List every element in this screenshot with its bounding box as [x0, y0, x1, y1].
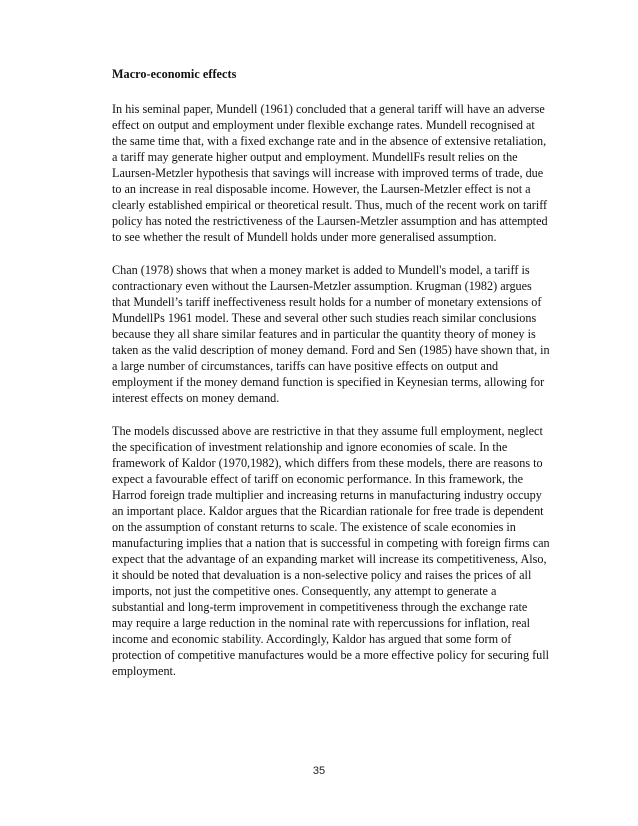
document-body — [112, 66, 572, 696]
text-line: Laursen-Metzler hypothesis that savings will increase with improved terms of trade, due — [112, 166, 544, 180]
page-number: 35 — [312, 765, 326, 777]
text-line: framework of Kaldor (1970,1982), which differs from these models, there are reasons to — [112, 456, 543, 470]
text-line: to an increase in real disposable income. However, the Laursen-Metzler effect is not a — [112, 182, 531, 196]
text-line: employment. — [112, 664, 176, 678]
text-line: interest effects on money demand. — [112, 391, 280, 405]
text-line: expect that the advantage of an expanding market will increase its competitiveness, Also, — [112, 552, 547, 566]
text-line: may require a large reduction in the nominal rate with repercussions for inflation, real — [112, 616, 531, 630]
text-line: to see whether the result of Mundell holds under more generalised assumption. — [112, 230, 497, 244]
text-line: Harrod foreign trade multiplier and increasing returns in manufacturing industry occupy — [112, 488, 542, 502]
text-line: an important place. Kaldor argues that the Ricardian rationale for free trade is dependent — [112, 504, 544, 518]
text-line: the specification of investment relationship and ignore economies of scale. In the — [112, 440, 508, 454]
text-line: effect on output and employment under flexible exchange rates. Mundell recognised at — [112, 118, 535, 132]
text-line: In his seminal paper, Mundell (1961) concluded that a general tariff will have an adverse — [112, 102, 545, 116]
text-line: contractionary even without the Laursen-Metzler assumption. Krugman (1982) argues — [112, 279, 532, 293]
text-line: taken as the valid description of money demand. Ford and Sen (1985) have shown that, in — [112, 343, 550, 357]
section-heading: Macro-economic effects — [112, 67, 237, 81]
text-line: policy has noted the restrictiveness of the Laursen-Metzler assumption and has attempted — [112, 214, 548, 228]
text-line: because they all share similar features and in particular the quantity theory of money is — [112, 327, 536, 341]
text-line: clearly established empirical or theoretical result. Thus, much of the recent work on tariff — [112, 198, 548, 212]
text-line: protection of competitive manufactures would be a more effective policy for securing full — [112, 648, 550, 662]
paragraph-3 — [112, 423, 572, 679]
text-line: income and economic stability. Accordingly, Kaldor has argued that some form of — [112, 632, 512, 646]
text-line: it should be noted that devaluation is a non-selective policy and raises the prices of all — [112, 568, 532, 582]
text-line: imports, not just the competitive ones. Consequently, any attempt to generate a — [112, 584, 497, 598]
text-line: The models discussed above are restrictive in that they assume full employment, neglect — [112, 424, 543, 438]
text-line: MundellPs 1961 model. These and several other such studies reach similar conclusions — [112, 311, 537, 325]
text-line: manufacturing implies that a nation that is successful in competing with foreign firms can — [112, 536, 550, 550]
text-line: a tariff may generate higher output and employment. MundellFs result relies on the — [112, 150, 518, 164]
text-line: that Mundell’s tariff ineffectiveness result holds for a number of monetary extensions of — [112, 295, 542, 309]
text-line: employment if the money demand function is specified in Keynesian terms, allowing for — [112, 375, 545, 389]
text-line: a large number of circumstances, tariffs can have positive effects on output and — [112, 359, 499, 373]
text-line: substantial and long-term improvement in competitiveness through the exchange rate — [112, 600, 528, 614]
text-line: expect a favourable effect of tariff on economic performance. In this framework, the — [112, 472, 524, 486]
text-line: on the assumption of constant returns to scale. The existence of scale economies in — [112, 520, 516, 534]
paragraph-1 — [112, 101, 572, 245]
text-line: the same time that, with a fixed exchange rate and in the absence of extensive retaliation, — [112, 134, 547, 148]
text-line: Chan (1978) shows that when a money market is added to Mundell's model, a tariff is — [112, 263, 530, 277]
paragraph-2 — [112, 262, 572, 406]
